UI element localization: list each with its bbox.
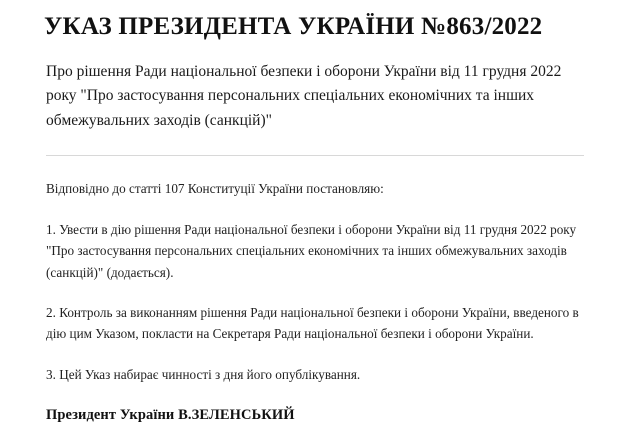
document-paragraph: Відповідно до статті 107 Конституції України постановляю:	[46, 181, 384, 197]
page-title: УКАЗ ПРЕЗИДЕНТА УКРАЇНИ №863/2022	[44, 13, 543, 40]
document-subtitle: Про рішення Ради національної безпеки і оборони України від 11 грудня 2022 року "Про застосування персональних спеціальних економічних та інших обмежувальних заходів (санкцій)"	[46, 63, 562, 129]
document-paragraph: 1. Увести в дію рішення Ради національної безпеки і оборони України від 11 грудня 2022 року "Про застосування персональних спеціальних економічних та інших обмежувальних заходів (санкцій)" (додається).	[46, 221, 577, 280]
document-paragraph: 3. Цей Указ набирає чинності з дня його опублікування.	[46, 366, 361, 382]
document-signature: Президент України В.ЗЕЛЕНСЬКИЙ	[46, 407, 295, 424]
document-body	[0, 156, 630, 385]
document-paragraph: 2. Контроль за виконанням рішення Ради національної безпеки і оборони України, введеного в дію цим Указом, покласти на Секретаря Ради національної безпеки і оборони України.	[46, 304, 579, 342]
